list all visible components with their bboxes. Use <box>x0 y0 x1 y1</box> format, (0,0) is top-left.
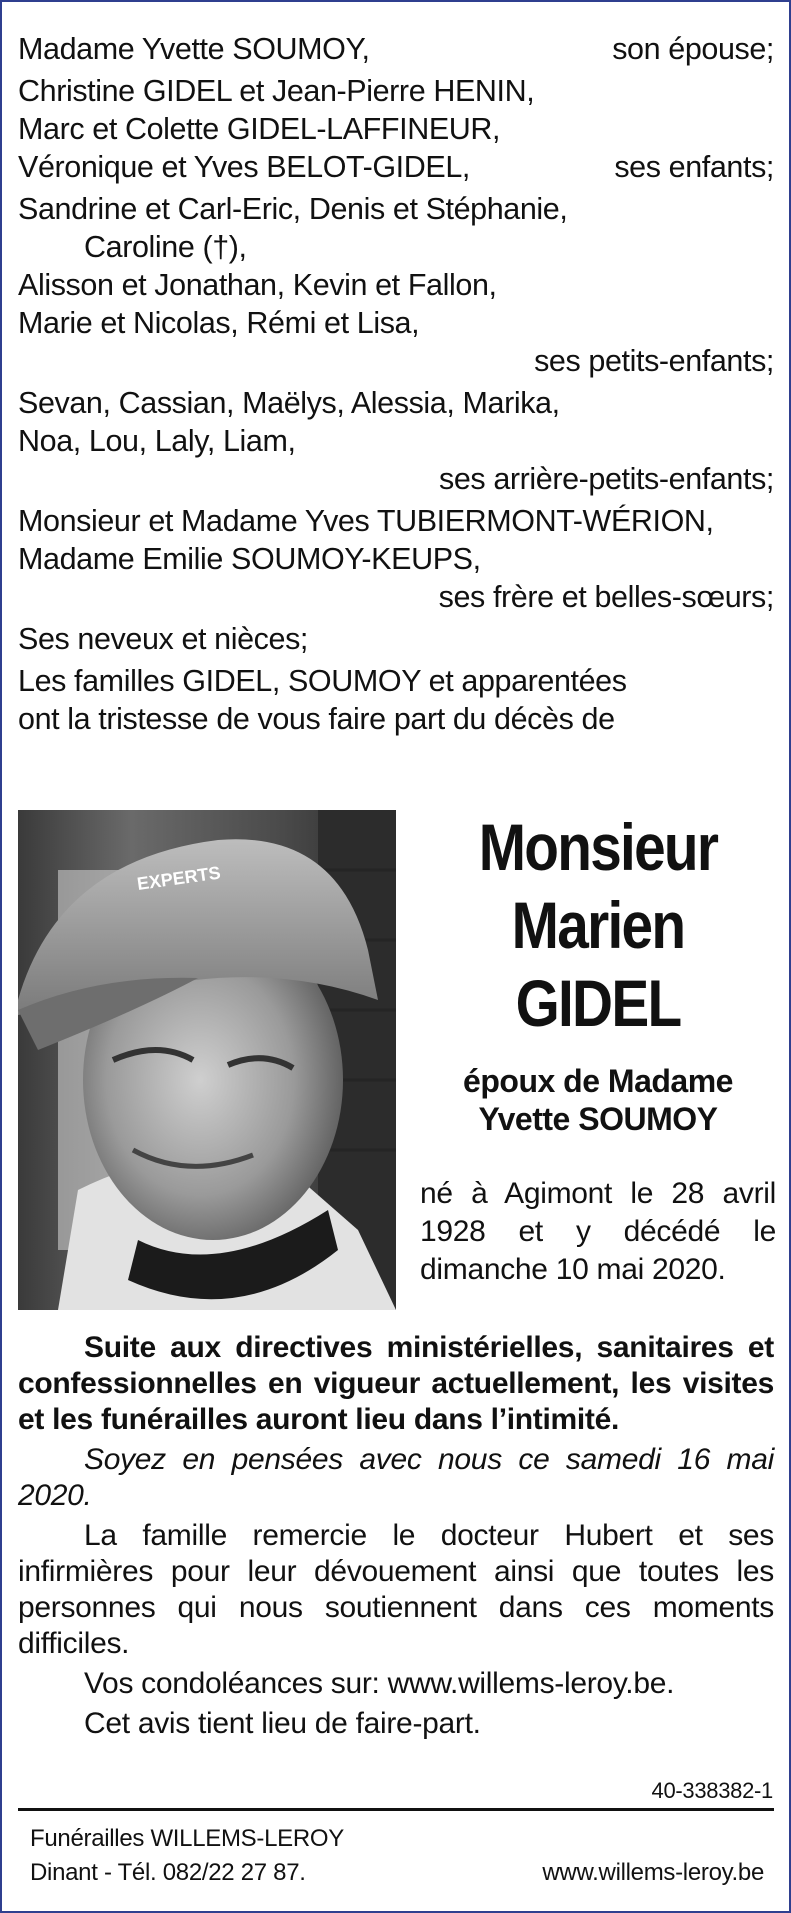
families-line: Les familles GIDEL, SOUMOY et apparentées <box>18 664 627 698</box>
family-name-line: Marc et Colette GIDEL-LAFFINEUR, <box>18 112 501 146</box>
family-name-line: Véronique et Yves BELOT-GIDEL, <box>18 150 470 184</box>
family-relation: ses petits-enfants; <box>534 344 774 378</box>
family-name-line: Monsieur et Madame Yves TUBIERMONT-WÉRION, <box>18 504 714 538</box>
family-name-line: Alisson et Jonathan, Kevin et Fallon, <box>18 268 497 302</box>
deceased-last-name: GIDEL <box>515 966 681 1040</box>
family-relation: ses arrière-petits-enfants; <box>438 462 774 496</box>
family-relation: ses enfants; <box>614 150 774 184</box>
family-grandchildren <box>18 190 774 380</box>
family-great-grandchildren <box>18 384 774 498</box>
reference-number: 40-338382-1 <box>651 1778 773 1803</box>
footer-website-link[interactable]: www.willems-leroy.be <box>542 1859 764 1886</box>
thoughts-paragraph: Soyez en pensées avec nous ce samedi 16 mai 2020. <box>18 1443 774 1512</box>
directives-paragraph: Suite aux directives ministérielles, sanitaires et confessionnelles en vigueur actuellement, les visites et les funérailles auront lieu dans l’intimité. <box>18 1331 774 1436</box>
footer-divider <box>18 1808 774 1811</box>
cap-text: EXPERTS <box>135 862 222 894</box>
nephews-line: Ses neveux et nièces; <box>18 622 309 656</box>
deceased-first-name: Marien <box>511 888 685 962</box>
portrait-photo <box>18 810 396 1310</box>
spouse-line-2: Yvette SOUMOY <box>478 1101 718 1137</box>
spouse-line <box>420 1062 776 1138</box>
family-row <box>18 148 774 186</box>
family-children <box>18 72 774 186</box>
family-list <box>18 30 774 738</box>
family-spouse <box>18 30 774 68</box>
family-siblings <box>18 502 774 616</box>
spouse-line-1: époux de Madame <box>463 1063 733 1099</box>
footer-company: Funérailles WILLEMS-LEROY <box>30 1825 344 1852</box>
footer <box>30 1822 764 1890</box>
family-name-line: Noa, Lou, Laly, Liam, <box>18 424 296 458</box>
family-name-line: Caroline (†), <box>84 230 247 264</box>
family-name-line: Marie et Nicolas, Rémi et Lisa, <box>18 306 420 340</box>
birth-death-text: né à Agimont le 28 avril 1928 et y décédé le dimanche 10 mai 2020. <box>420 1177 776 1286</box>
deceased-name-block <box>420 808 776 1138</box>
thanks-paragraph: La famille remercie le docteur Hubert et ses infirmières pour leur dévouement ainsi que toutes les personnes qui nous soutiennent dans ces moments difficiles. <box>18 1519 774 1660</box>
family-name-line: Madame Emilie SOUMOY-KEUPS, <box>18 542 481 576</box>
announce-line: ont la tristesse de vous faire part du décès de <box>18 702 615 736</box>
family-name-line: Madame Yvette SOUMOY, <box>18 32 370 66</box>
family-name-line: Sandrine et Carl-Eric, Denis et Stéphanie, <box>18 192 568 226</box>
family-relation: son épouse; <box>612 32 774 66</box>
condolences-paragraph: Vos condoléances sur: www.willems-leroy.be. <box>84 1667 675 1700</box>
deceased-title: Monsieur <box>478 810 718 884</box>
faire-part-paragraph: Cet avis tient lieu de faire-part. <box>84 1707 481 1740</box>
notice-body <box>18 1330 774 1746</box>
family-relation: ses frère et belles-sœurs; <box>438 580 774 614</box>
footer-contact: Dinant - Tél. 082/22 27 87. <box>30 1859 306 1886</box>
family-name-line: Sevan, Cassian, Maëlys, Alessia, Marika, <box>18 386 560 420</box>
family-name-line: Christine GIDEL et Jean-Pierre HENIN, <box>18 74 535 108</box>
portrait-photo-icon <box>18 810 396 1310</box>
